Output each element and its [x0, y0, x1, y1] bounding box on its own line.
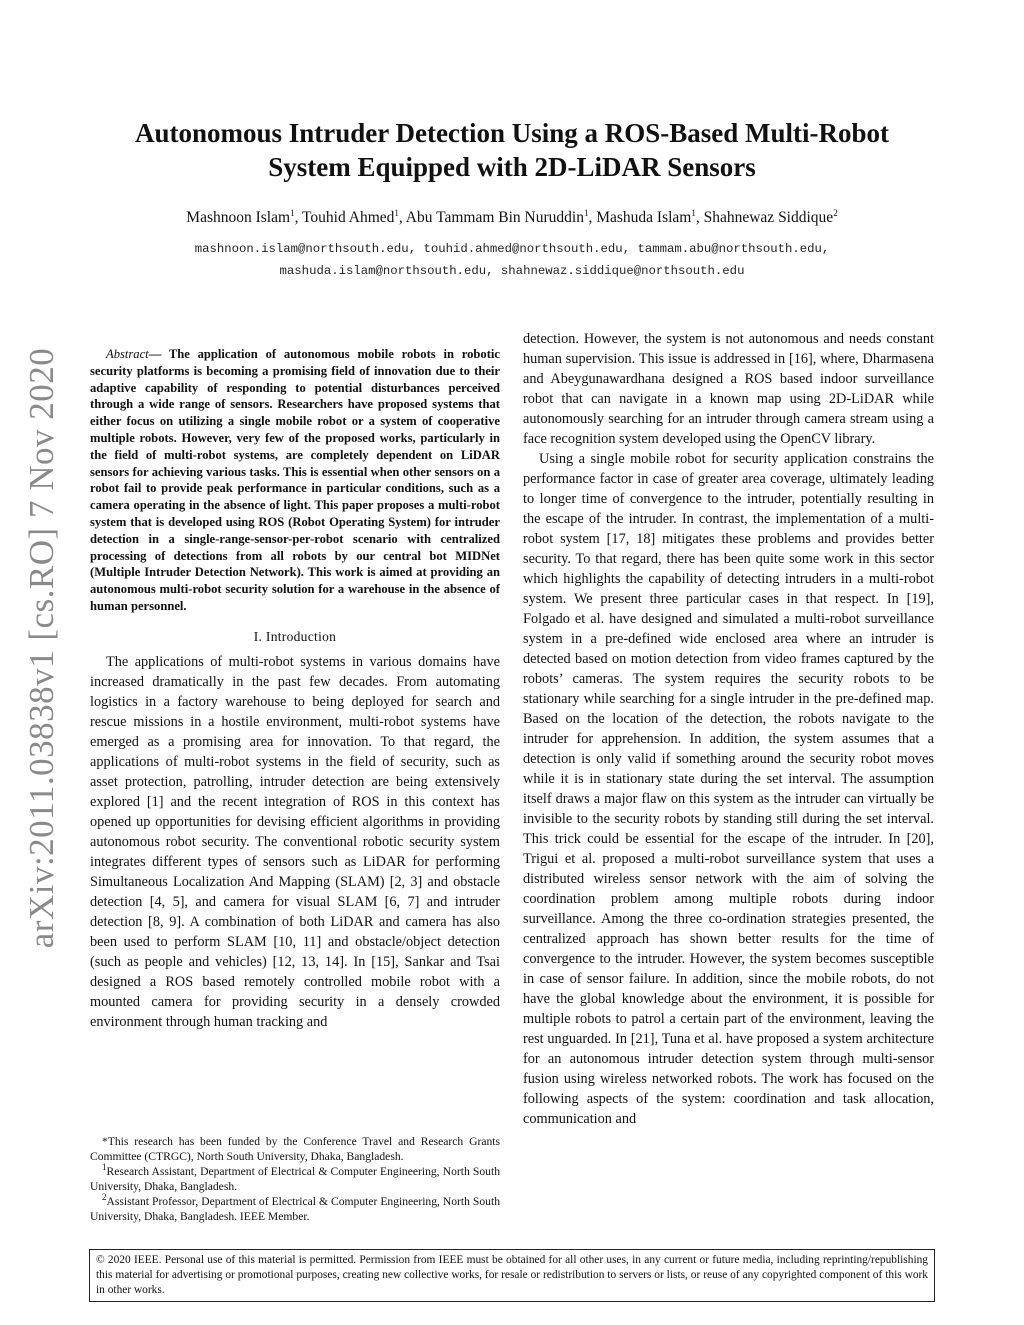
- author-emails: [90, 238, 934, 282]
- copyright-notice: © 2020 IEEE. Personal use of this material is permitted. Permission from IEEE must be obtained for all other uses, in any current or future media, including reprinting/republishing this material for advertising or promotional purposes, creating new collective works, for resale or redistribution to servers or lists, or reuse of any copyrighted component of this work in other works.: [89, 1249, 935, 1302]
- left-column: [90, 346, 500, 1032]
- right-column: [523, 329, 934, 1129]
- arxiv-id-text: arXiv:2011.03838v1 [cs.RO] 7 Nov 2020: [22, 347, 62, 949]
- paper-title: [90, 116, 934, 184]
- author-list: [90, 209, 934, 227]
- footnotes: [90, 1134, 500, 1224]
- abstract-dash: —: [148, 347, 169, 361]
- intro-paragraph-1: The applications of multi-robot systems in various domains have increased dramatically in the past few decades. From automating logistics in a factory warehouse to being deployed for search and rescue missions in a hostile environment, multi-robot systems have emerged as a promising area for innovation. To that regard, the applications of multi-robot systems in the field of security, such as asset protection, patrolling, intruder detection are being extensively explored [1] and the recent integration of ROS in this context has opened up opportunities for devising efficient algorithms in providing autonomous robot security. The conventional robotic security system integrates different types of sensors such as LiDAR for performing Simultaneous Localization And Mapping (SLAM) [2, 3] and obstacle detection [4, 5], and camera for visual SLAM [6, 7] and intruder detection [8, 9]. A combination of both LiDAR and camera has also been used to perform SLAM [10, 11] and obstacle/object detection (such as people and vehicles) [12, 13, 14]. In [15], Sankar and Tsai designed a ROS based remotely controlled mobile robot with a mounted camera for providing security in a densely crowded environment through human tracking and: [90, 653, 500, 1030]
- abstract-text: The application of autonomous mobile robots in robotic security platforms is becoming a promising field of innovation due to their adaptive capability of responding to potential disturbances perceived through a wide range of sensors. Researchers have proposed systems that either focus on utilizing a single mobile robot or a system of cooperative multiple robots. However, very few of the proposed works, particularly in the field of multi-robot systems, are completely dependent on LiDAR sensors for achieving various tasks. This is essential when other sensors on a robot fail to provide peak performance in particular conditions, such as a camera operating in the absence of light. This paper proposes a multi-robot system that is developed using ROS (Robot Operating System) for intruder detection in a single-range-sensor-per-robot scenario with centralized processing of detections from all robots by our central bot MIDNet (Multiple Intruder Detection Network). This work is aimed at providing an autonomous multi-robot security solution for a warehouse in the absence of human personnel.: [90, 347, 500, 613]
- footnote-1: $^1$Research Assistant, Department of Electrical & Computer Engineering, North South University, Dhaka, Bangladesh.: [90, 1162, 500, 1193]
- author-4: Mashuda Islam$^1$,: [596, 207, 704, 226]
- abstract: [90, 346, 500, 615]
- footnote-2: $^2$Assistant Professor, Department of Electrical & Computer Engineering, North South University, Dhaka, Bangladesh. IEEE Member.: [90, 1192, 500, 1223]
- footnote-funding: *This research has been funded by the Conference Travel and Research Grants Committee (CTRGC), North South University, Dhaka, Bangladesh.: [90, 1135, 500, 1163]
- author-3: Abu Tammam Bin Nuruddin$^1$,: [405, 207, 597, 226]
- arxiv-identifier: [22, 348, 62, 948]
- emails-line-1: mashnoon.islam@northsouth.edu, touhid.ahmed@northsouth.edu, tammam.abu@northsouth.edu,: [194, 242, 830, 256]
- section-heading-introduction: I. Introduction: [253, 628, 337, 644]
- author-1: Mashnoon Islam$^1$,: [186, 207, 303, 226]
- emails-line-2: mashuda.islam@northsouth.edu, shahnewaz.siddique@northsouth.edu: [279, 264, 745, 278]
- title-line-2: System Equipped with 2D-LiDAR Sensors: [268, 152, 756, 182]
- author-2: Touhid Ahmed$^1$,: [302, 207, 406, 226]
- author-5: Shahnewaz Siddique$^2$: [703, 207, 838, 226]
- title-line-1: Autonomous Intruder Detection Using a ROS-Based Multi-Robot: [134, 118, 890, 148]
- intro-paragraph-1-continued: detection. However, the system is not autonomous and needs constant human supervision. This issue is addressed in [16], where, Dharmasena and Abeygunawardhana designed a ROS based indoor surveillance robot that can navigate in a known map using 2D-LiDAR while autonomously searching for an intruder through camera stream using a face recognition system developed using the OpenCV library.: [523, 331, 934, 447]
- abstract-label: Abstract: [106, 347, 149, 361]
- intro-paragraph-2: Using a single mobile robot for security application constrains the performance factor in case of greater area coverage, ultimately leading to longer time of convergence to the intruder, potentially resulting in the escape of the intruder. In contrast, the implementation of a multi-robot system [17, 18] mitigates these problems and provides better security. To that regard, there has been quite some work in this sector which highlights the capability of detecting intruders in a multi-robot system. We present three particular cases in that respect. In [19], Folgado et al. have designed and simulated a multi-robot surveillance system in a pre-defined wide enclosed area where an intruder is detected based on motion detection from video frames captured by the robots’ cameras. The system requires the security robots to be stationary while searching for a single intruder in the pre-defined map. Based on the location of the detection, the robots navigate to the intruder for apprehension. In addition, the system assumes that a detection is only valid if something around the security robot moves while it is in stationary state during the set interval. The assumption itself draws a major flaw on this system as the intruder can virtually be invisible to the security robots by standing still during the set interval. This trick could be essential for the escape of the intruder. In [20], Trigui et al. proposed a multi-robot surveillance system that uses a distributed wireless sensor network with the aim of solving the coordination problem among multiple robots during indoor surveillance. Among the three co-ordination strategies presented, the centralized approach has shown better results for the time of convergence to the intruder. However, the system becomes susceptible in case of sensor failure. In addition, since the mobile robots, do not have the global knowledge about the environment, it is possible for multiple robots to patrol a certain part of the environment, leaving the rest unguarded. In [21], Tuna et al. have proposed a system architecture for an autonomous intruder detection system through multi-sensor fusion using wireless networked robots. The work has focused on the following aspects of the system: coordination and task allocation, communication and: [523, 451, 934, 1127]
